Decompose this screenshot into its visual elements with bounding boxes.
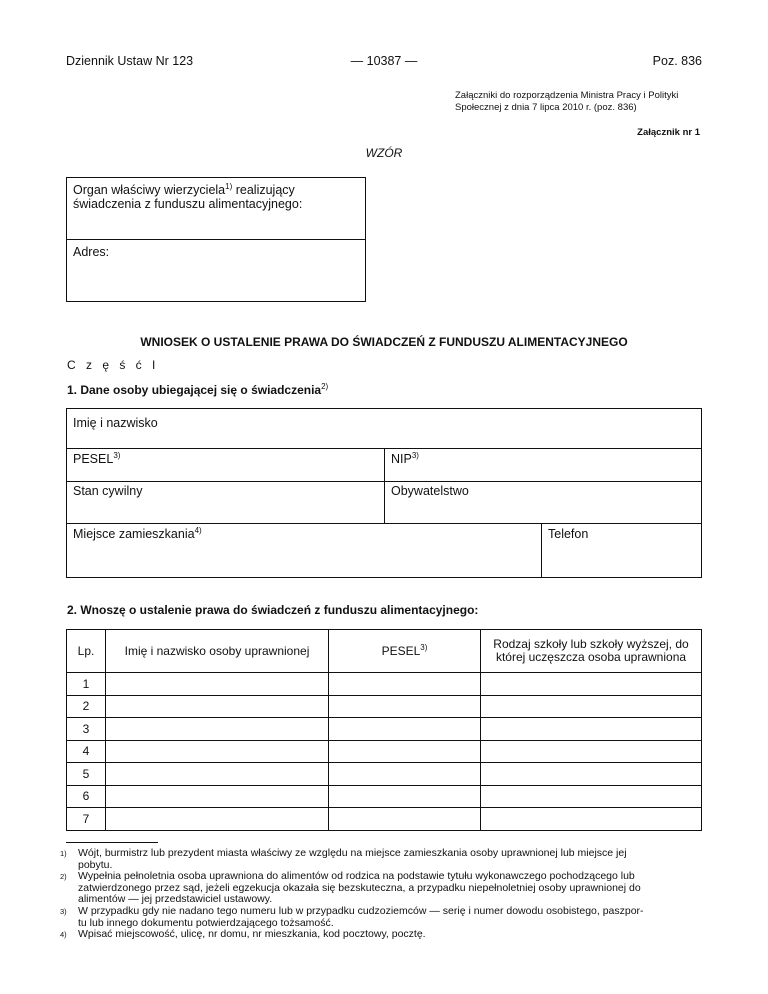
school-cell[interactable] — [481, 785, 702, 808]
citizenship-field[interactable] — [387, 499, 700, 521]
annex-note-line2: Społecznej z dnia 7 lipca 2010 r. (poz. 836) — [455, 102, 637, 113]
organ-divider — [67, 239, 365, 240]
annex-note — [455, 90, 678, 114]
table-row — [67, 673, 702, 696]
name-cell[interactable] — [106, 695, 329, 718]
school-cell[interactable] — [481, 763, 702, 786]
footnote-1: 1) Wójt, burmistrz lub prezydent miasta właściwy ze względu na miejsce zamieszkania osoby uprawnionej lub miejsce jej pobytu. — [60, 847, 627, 871]
table-row — [67, 695, 702, 718]
name-cell[interactable] — [106, 718, 329, 741]
col-pesel-header: PESEL$^{3)}$ — [329, 630, 481, 673]
journal-name: Dziennik Ustaw Nr 123 — [66, 54, 194, 68]
organ-box — [66, 177, 366, 302]
col-lp-header: Lp. — [67, 630, 106, 673]
footnote-ref: 1) — [225, 181, 233, 191]
col-school-header: Rodzaj szkoły lub szkoły wyższej, do której uczęszcza osoba uprawniona — [481, 630, 702, 673]
citizenship-label: Obywatelstwo — [391, 484, 469, 498]
row-number: 6 — [67, 785, 106, 808]
footnote-2: 2) Wypełnia pełnoletnia osoba uprawniona do alimentów od rodzica na podstawie tytułu wykonawczego pochodzącego lub zatwierdzonego przez sąd, jeżeli egzekucja okazała się bezskuteczna, a przypadku niepełnoletniej osoby uprawnionej do alimentów — jej przedstawiciel ustawowy. — [60, 870, 641, 905]
name-label: Imię i nazwisko — [73, 416, 158, 430]
form-title: WNIOSEK O USTALENIE PRAWA DO ŚWIADCZEŃ Z FUNDUSZU ALIMENTACYJNEGO — [140, 335, 628, 349]
beneficiaries-table — [66, 629, 702, 831]
section2-title: 2. Wnoszę o ustalenie prawa do świadczeń z funduszu alimentacyjnego: — [67, 603, 479, 617]
annex-note-line1: Załączniki do rozporządzenia Ministra Pracy i Polityki — [455, 90, 679, 101]
applicant-data-box — [66, 408, 702, 578]
school-cell[interactable] — [481, 673, 702, 696]
address-label: Adres: — [73, 245, 110, 259]
name-cell[interactable] — [106, 740, 329, 763]
col-name-header: Imię i nazwisko osoby uprawnionej — [106, 630, 329, 673]
row-number: 3 — [67, 718, 106, 741]
pesel-label: PESEL$^{3)}$ — [73, 450, 121, 466]
page-number: — 10387 — — [350, 54, 418, 68]
table-row — [67, 718, 702, 741]
residence-label: Miejsce zamieszkania$^{4)}$ — [73, 525, 202, 541]
marital-status-label: Stan cywilny — [73, 484, 143, 498]
row-number: 5 — [67, 763, 106, 786]
nip-label: NIP$^{3)}$ — [391, 450, 419, 466]
table-row — [67, 740, 702, 763]
school-cell[interactable] — [481, 718, 702, 741]
name-cell[interactable] — [106, 763, 329, 786]
name-cell[interactable] — [106, 785, 329, 808]
table-row — [67, 808, 702, 831]
pesel-cell[interactable] — [329, 673, 481, 696]
section1-title: 1. Dane osoby ubiegającej się o świadczenia$^{2)}$ — [67, 382, 329, 397]
school-cell[interactable] — [481, 740, 702, 763]
residence-field[interactable] — [68, 542, 539, 576]
nip-field[interactable] — [387, 467, 700, 479]
footnote-3: 3) W przypadku gdy nie nadano tego numeru lub w przypadku cudzoziemców — serię i numer dowodu osobistego, paszpor- tu lub innego dokumentu potwierdzającego tożsamość. — [60, 905, 644, 929]
school-cell[interactable] — [481, 808, 702, 831]
annex-number: Załącznik nr 1 — [637, 127, 700, 138]
row-number: 4 — [67, 740, 106, 763]
position-number: Poz. 836 — [652, 54, 702, 68]
marital-status-field[interactable] — [68, 499, 383, 521]
row-number: 1 — [67, 673, 106, 696]
phone-label: Telefon — [548, 527, 589, 541]
pesel-cell[interactable] — [329, 785, 481, 808]
pesel-cell[interactable] — [329, 695, 481, 718]
pesel-cell[interactable] — [329, 718, 481, 741]
table-row — [67, 763, 702, 786]
footnote-separator — [66, 842, 158, 843]
address-input-area[interactable] — [68, 262, 364, 300]
pesel-field[interactable] — [68, 467, 383, 479]
name-cell[interactable] — [106, 808, 329, 831]
name-cell[interactable] — [106, 673, 329, 696]
school-cell[interactable] — [481, 695, 702, 718]
phone-field[interactable] — [543, 542, 700, 576]
part-label: C z ę ś ć I — [67, 358, 159, 372]
row-number: 2 — [67, 695, 106, 718]
table-row — [67, 785, 702, 808]
organ-label: Organ właściwy wierzyciela$^{1)}$ realizujący świadczenia z funduszu alimentacyjnego: — [73, 181, 303, 211]
pesel-cell[interactable] — [329, 763, 481, 786]
pesel-cell[interactable] — [329, 740, 481, 763]
footnote-4: 4) Wpisać miejscowość, ulicę, nr domu, nr mieszkania, kod pocztowy, pocztę. — [60, 928, 426, 940]
pesel-cell[interactable] — [329, 808, 481, 831]
name-field[interactable] — [68, 431, 700, 446]
table-header-row — [67, 630, 702, 673]
template-label: WZÓR — [365, 146, 403, 160]
row-number: 7 — [67, 808, 106, 831]
